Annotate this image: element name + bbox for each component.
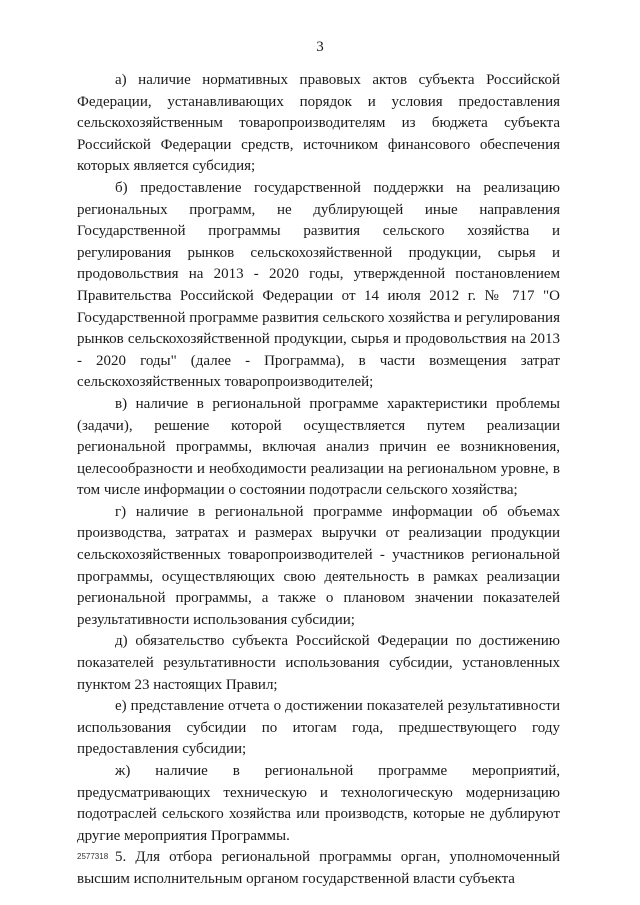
paragraph-b: б) предоставление государственной поддержки на реализацию региональных программ, не дублирующей иные направления Государственной программы развития сельского хозяйства и регулирования рынков сельскохозяйственной продукции, сырья и продовольствия на 2013 - 2020 годы, утвержденной постановлением Правительства Российской Федерации от 14 июля 2012 г. № 717 "О Государственной программе развития сельского хозяйства и регулирования рынков сельскохозяйственной продукции, сырья и продовольствия на 2013 - 2020 годы" (далее - Программа), в части возмещения затрат сельскохозяйственных товаропроизводителей;	[77, 179, 560, 391]
document-body	[77, 70, 560, 891]
page-number: 3	[316, 39, 324, 55]
document-code: 2577318	[77, 852, 109, 861]
paragraph-d: д) обязательство субъекта Российской Федерации по достижению показателей результативности использования субсидии, установленных пунктом 23 настоящих Правил;	[77, 633, 560, 693]
paragraph-5: 5. Для отбора региональной программы орган, уполномоченный высшим исполнительным органом государственной власти субъекта	[77, 849, 560, 887]
paragraph-g: г) наличие в региональной программе информации об объемах производства, затратах и размерах выручки от реализации продукции сельскохозяйственных товаропроизводителей - участников региональной программы, осуществляющих свою деятельность в рамках реализации региональной программы, а также о плановом значении показателей результативности использования субсидии;	[77, 503, 560, 628]
paragraph-a: а) наличие нормативных правовых актов субъекта Российской Федерации, устанавливающих порядок и условия предоставления сельскохозяйственным товаропроизводителям из бюджета субъекта Российской Федерации средств, источником финансового обеспечения которых является субсидия;	[77, 72, 560, 175]
paragraph-zh: ж) наличие в региональной программе мероприятий, предусматривающих техническую и технологическую модернизацию подотраслей сельского хозяйства или производств, которые не дублируют другие мероприятия Программы.	[77, 763, 560, 844]
paragraph-v: в) наличие в региональной программе характеристики проблемы (задачи), решение которой осуществляется путем реализации региональной программы, включая анализ причин ее возникновения, целесообразности и необходимости реализации на региональном уровне, в том числе информации о состоянии подотрасли сельского хозяйства;	[77, 395, 560, 499]
paragraph-e: е) представление отчета о достижении показателей результативности использования субсидии по итогам года, предшествующего году предоставления субсидии;	[77, 698, 560, 758]
